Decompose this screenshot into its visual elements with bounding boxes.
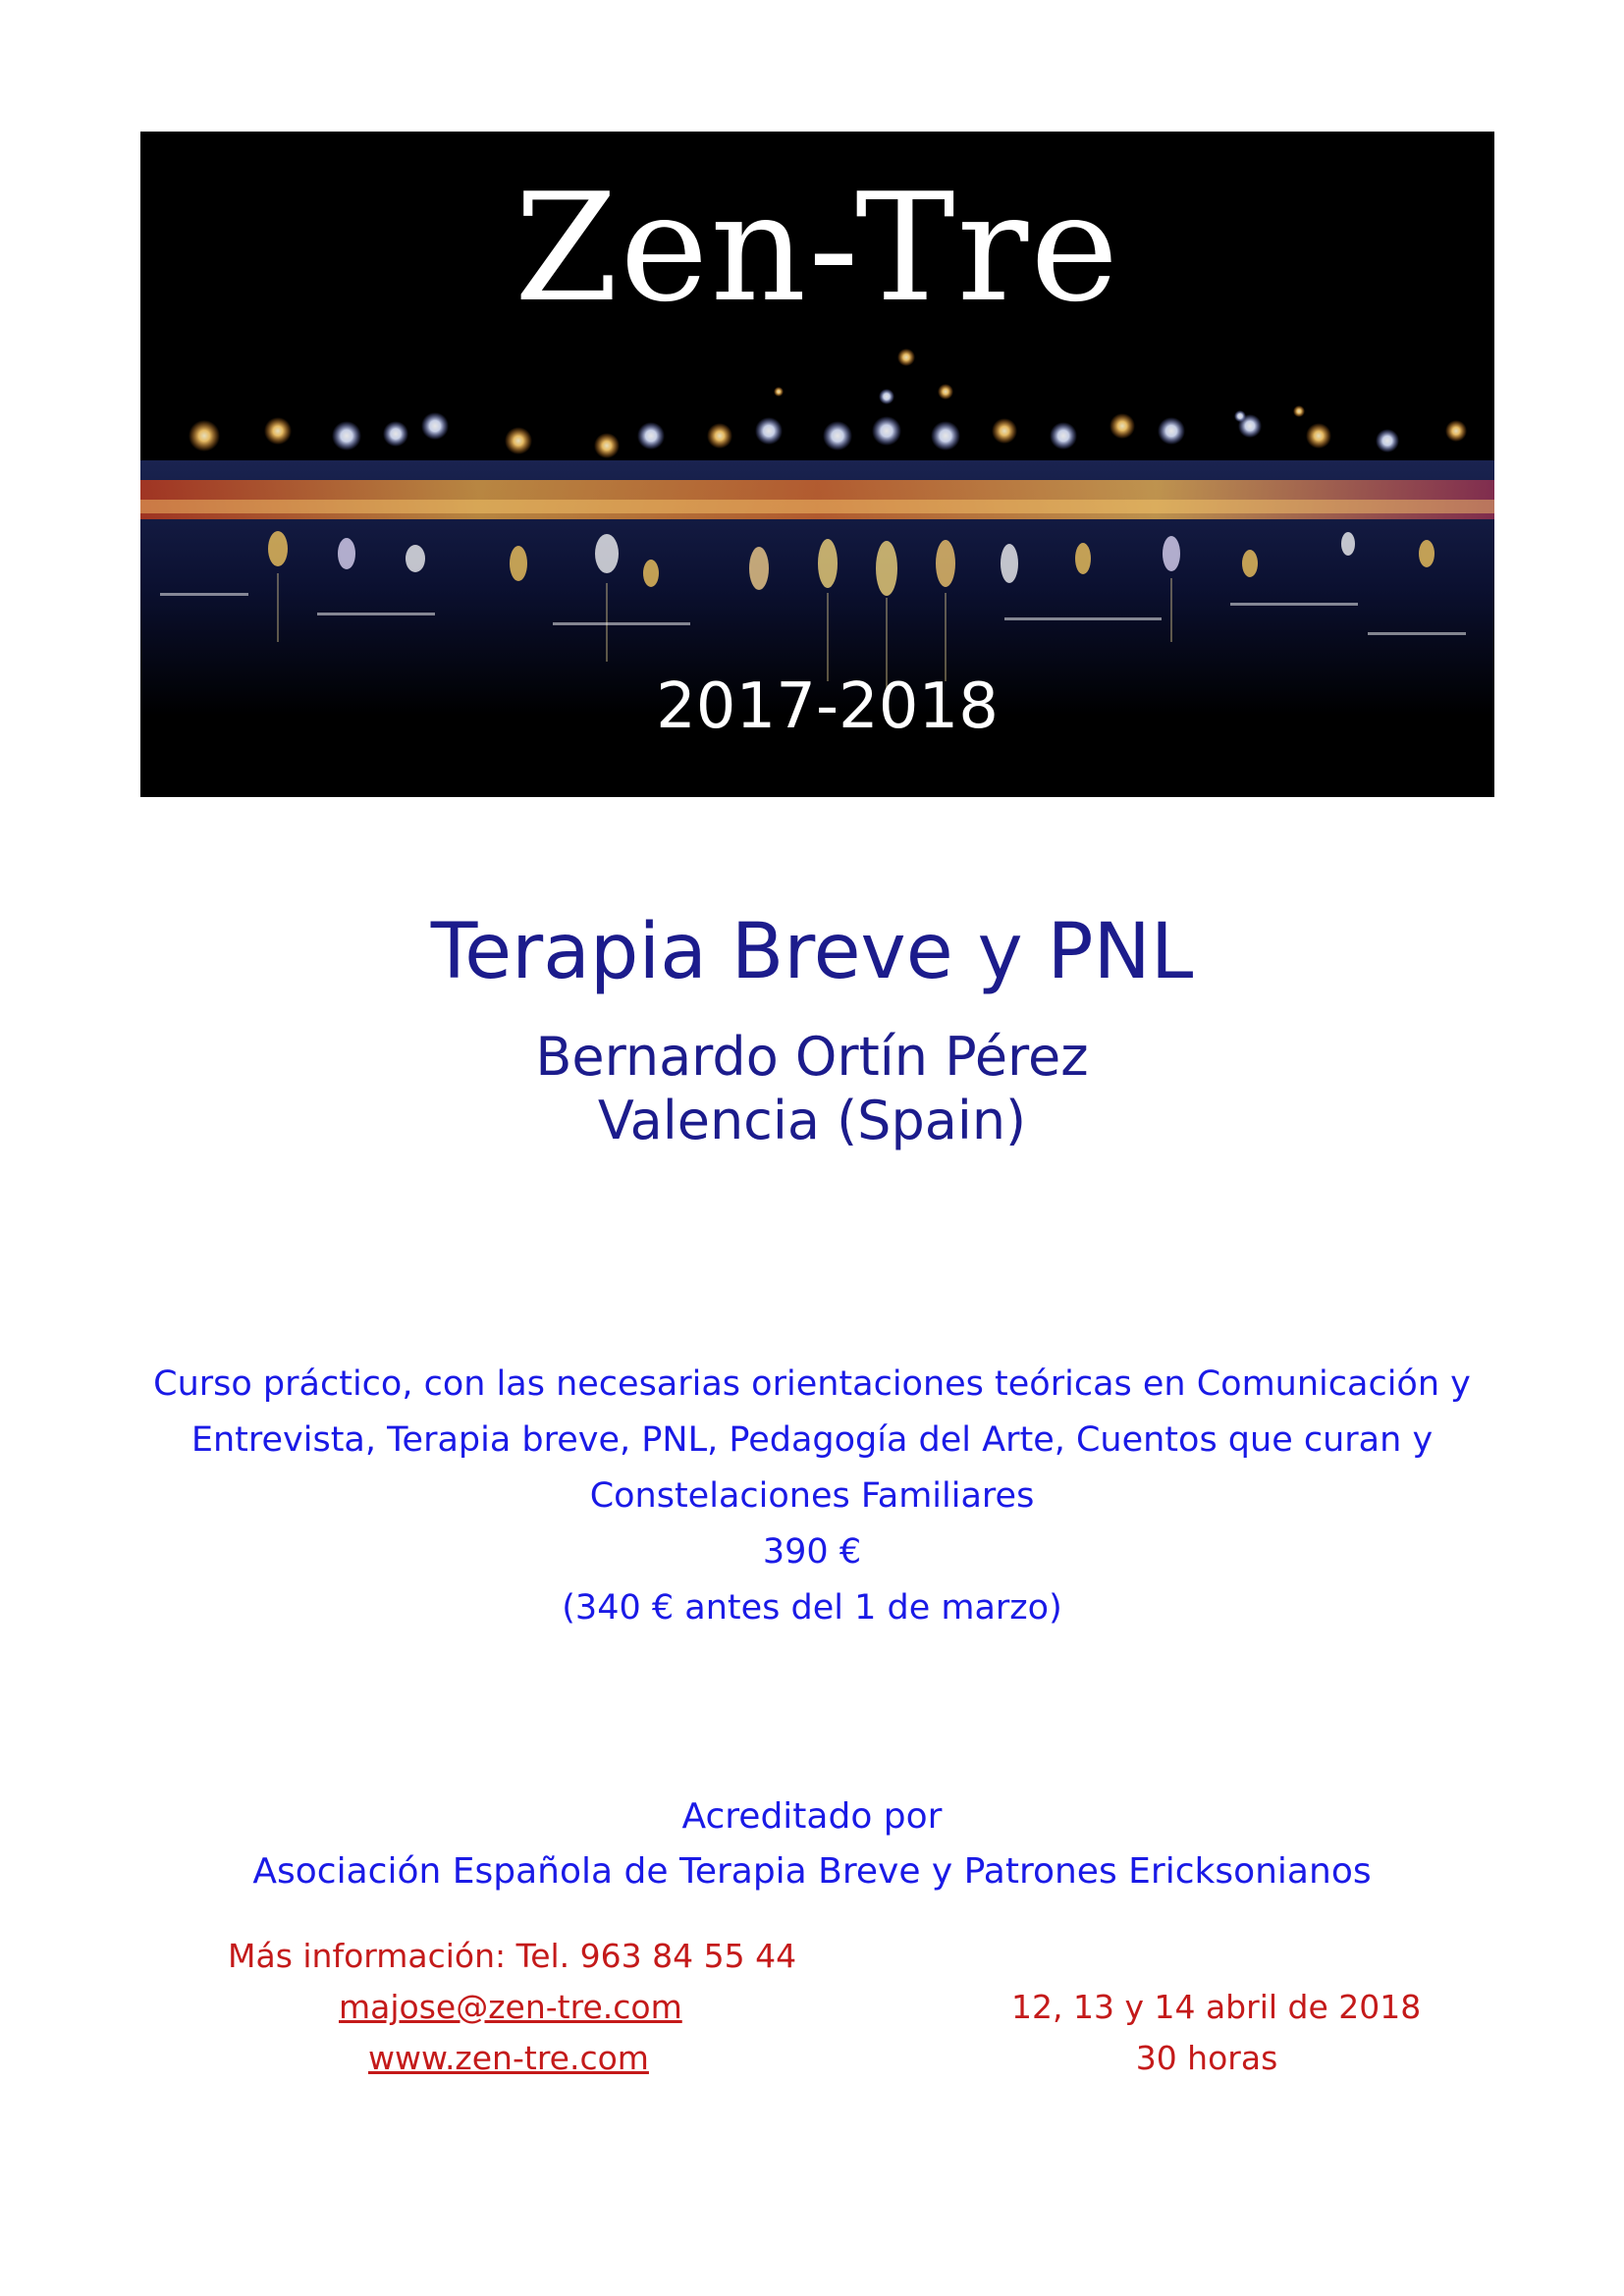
event-hours: 30 horas [1135, 2039, 1278, 2077]
description-line: Entrevista, Terapia breve, PNL, Pedagogía del Arte, Cuentos que curan y [190, 1420, 1434, 1460]
course-price: 390 € [762, 1532, 862, 1572]
course-title: Terapia Breve y PNL [430, 908, 1194, 996]
early-price: (340 € antes del 1 de marzo) [562, 1588, 1062, 1628]
phone-label: : Tel. [495, 1937, 570, 1975]
course-description [0, 1357, 1624, 1636]
accreditation-label: Acreditado por [681, 1796, 943, 1837]
course-location: Valencia (Spain) [597, 1090, 1027, 1151]
accreditation-organization: Asociación Española de Terapia Breve y Patrones Ericksonianos [252, 1851, 1372, 1892]
description-line: Constelaciones Familiares [589, 1476, 1035, 1516]
banner-years: 2017-2018 [656, 670, 999, 743]
banner-title: Zen-Tre [514, 161, 1121, 335]
phone-number[interactable]: 963 84 55 44 [579, 1937, 797, 1975]
website-link[interactable]: www.zen-tre.com [368, 2039, 649, 2077]
contact-info [228, 1937, 796, 1975]
instructor-name: Bernardo Ortín Pérez [535, 1026, 1089, 1088]
description-line: Curso práctico, con las necesarias orientaciones teóricas en Comunicación y [153, 1364, 1471, 1404]
event-dates: 12, 13 y 14 abril de 2018 [1011, 1988, 1422, 2026]
info-label: Más información [228, 1937, 496, 1975]
email-link[interactable]: majose@zen-tre.com [339, 1988, 682, 2026]
banner-image [140, 132, 1494, 797]
